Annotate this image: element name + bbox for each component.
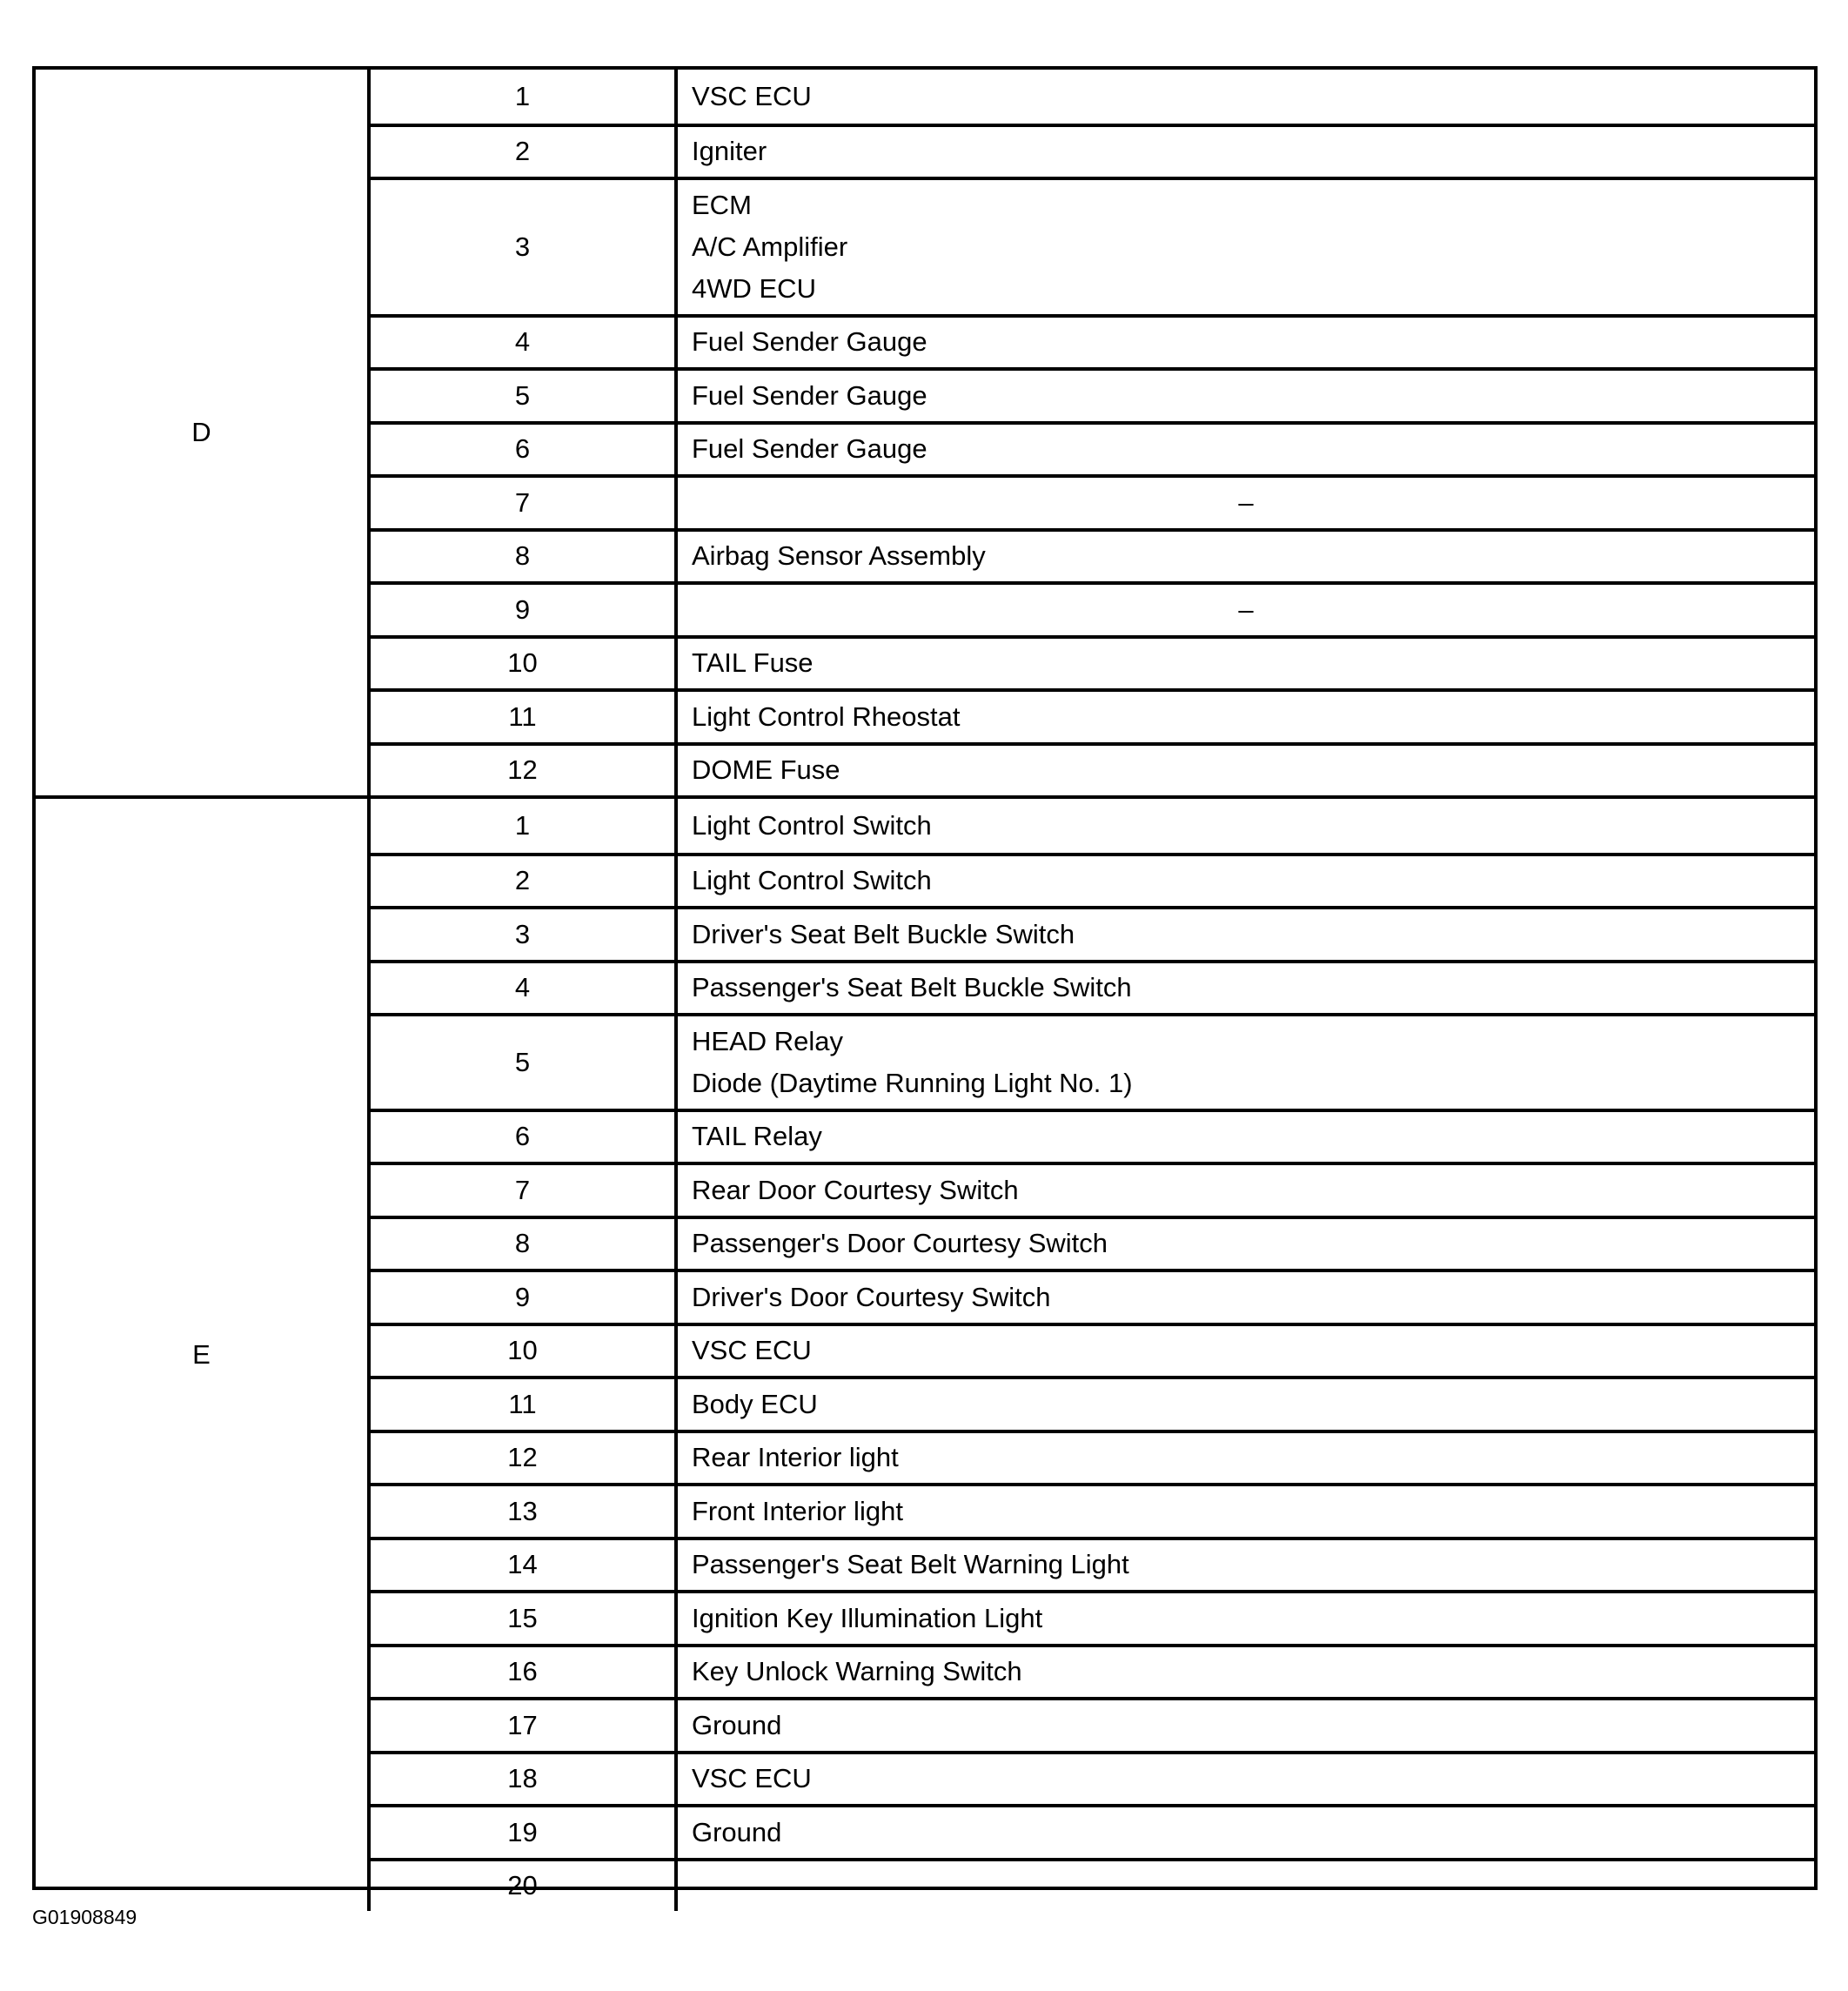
description-line: Light Control Rheostat	[692, 701, 961, 732]
description-line: Fuel Sender Gauge	[692, 326, 927, 358]
table-row	[371, 367, 1814, 421]
table-row	[371, 1590, 1814, 1644]
pin-description	[678, 1433, 1814, 1484]
table-row	[371, 1216, 1814, 1270]
pin-description	[678, 856, 1814, 907]
pin-description	[678, 371, 1814, 421]
table-row	[371, 1804, 1814, 1858]
table-row	[371, 1430, 1814, 1484]
pin-number: 13	[371, 1486, 678, 1537]
pin-number: 19	[371, 1807, 678, 1858]
pin-description	[678, 799, 1814, 853]
description-line: Fuel Sender Gauge	[692, 379, 927, 411]
pin-description	[678, 1326, 1814, 1377]
table-row	[371, 1858, 1814, 1912]
pin-number: 3	[371, 909, 678, 960]
pin-number: 1	[371, 799, 678, 853]
table-row	[371, 1483, 1814, 1537]
pin-number: 16	[371, 1647, 678, 1698]
pin-description	[678, 532, 1814, 582]
table-row	[371, 70, 1814, 124]
description-line: TAIL Fuse	[692, 647, 814, 679]
pin-description	[678, 1861, 1814, 1912]
table-row	[371, 960, 1814, 1014]
table-row	[371, 688, 1814, 742]
table-row	[371, 124, 1814, 178]
pin-description	[678, 180, 1814, 314]
description-line: ECM	[692, 189, 752, 220]
description-line: Driver's Door Courtesy Switch	[692, 1281, 1051, 1312]
table-row	[371, 1162, 1814, 1216]
pin-number: 3	[371, 180, 678, 314]
pin-description	[678, 585, 1814, 635]
pin-number: 8	[371, 1219, 678, 1270]
pin-number: 6	[371, 1112, 678, 1163]
table-row	[371, 1751, 1814, 1805]
description-line: DOME Fuse	[692, 754, 840, 786]
pin-description	[678, 692, 1814, 742]
pin-description	[678, 963, 1814, 1014]
empty-dash: –	[1238, 593, 1254, 625]
pin-number: 9	[371, 1272, 678, 1323]
description-line: VSC ECU	[692, 1335, 812, 1366]
description-line: VSC ECU	[692, 80, 812, 111]
description-line: Key Unlock Warning Switch	[692, 1656, 1022, 1687]
description-line: Ground	[692, 1816, 782, 1847]
description-line: Passenger's Seat Belt Buckle Switch	[692, 972, 1132, 1003]
table-row	[371, 1537, 1814, 1591]
pin-description	[678, 1754, 1814, 1805]
table-row	[371, 1013, 1814, 1109]
description-line: Passenger's Seat Belt Warning Light	[692, 1549, 1129, 1580]
pin-number: 10	[371, 1326, 678, 1377]
description-line: TAIL Relay	[692, 1121, 822, 1152]
pin-number: 2	[371, 127, 678, 178]
table-row	[371, 474, 1814, 528]
table-row	[371, 1109, 1814, 1163]
pin-rows	[371, 799, 1814, 1911]
description-line: 4WD ECU	[692, 272, 816, 304]
pin-description	[678, 1379, 1814, 1430]
table-row	[371, 528, 1814, 582]
description-line: Igniter	[692, 136, 767, 167]
pin-description	[678, 1016, 1814, 1109]
description-line: Airbag Sensor Assembly	[692, 540, 986, 572]
pin-description	[678, 1272, 1814, 1323]
pin-number: 4	[371, 963, 678, 1014]
empty-dash: –	[1238, 486, 1254, 518]
table-row	[371, 421, 1814, 475]
table-row	[371, 853, 1814, 907]
pin-description	[678, 1593, 1814, 1644]
table-row	[371, 1644, 1814, 1698]
pin-description	[678, 1807, 1814, 1858]
pin-number: 7	[371, 478, 678, 528]
group-label: D	[36, 70, 371, 795]
pin-number: 12	[371, 746, 678, 796]
table-row	[371, 906, 1814, 960]
pin-number: 11	[371, 692, 678, 742]
group-label: E	[36, 799, 371, 1911]
pin-description	[678, 1700, 1814, 1751]
description-line: Fuel Sender Gauge	[692, 433, 927, 465]
empty-dash: –	[1238, 1870, 1254, 1901]
table-row	[371, 177, 1814, 314]
table-row	[371, 635, 1814, 689]
table-row	[371, 1376, 1814, 1430]
pin-number: 20	[371, 1861, 678, 1912]
pin-number: 14	[371, 1540, 678, 1591]
table-row	[371, 1697, 1814, 1751]
table-row	[371, 581, 1814, 635]
pin-description	[678, 639, 1814, 689]
pin-description	[678, 70, 1814, 124]
table-row	[371, 799, 1814, 853]
pin-description	[678, 318, 1814, 368]
pin-number: 18	[371, 1754, 678, 1805]
pin-number: 17	[371, 1700, 678, 1751]
description-line: Light Control Switch	[692, 809, 932, 841]
pin-number: 1	[371, 70, 678, 124]
description-line: Passenger's Door Courtesy Switch	[692, 1228, 1108, 1259]
group-e	[36, 795, 1814, 1911]
pin-description	[678, 746, 1814, 796]
pin-description	[678, 425, 1814, 475]
pin-number: 9	[371, 585, 678, 635]
pin-description	[678, 1165, 1814, 1216]
table-row	[371, 1269, 1814, 1323]
connector-pin-table	[32, 66, 1818, 1901]
pin-number: 2	[371, 856, 678, 907]
pin-number: 4	[371, 318, 678, 368]
description-line: Driver's Seat Belt Buckle Switch	[692, 918, 1075, 949]
description-line: HEAD Relay	[692, 1025, 843, 1056]
description-line: Ground	[692, 1709, 782, 1740]
description-line: Diode (Daytime Running Light No. 1)	[692, 1067, 1133, 1098]
description-line: A/C Amplifier	[692, 231, 848, 262]
pin-description	[678, 909, 1814, 960]
pin-number: 15	[371, 1593, 678, 1644]
pin-number: 12	[371, 1433, 678, 1484]
pin-description	[678, 1219, 1814, 1270]
pin-description	[678, 1540, 1814, 1591]
pin-number: 5	[371, 371, 678, 421]
figure-id: G01908849	[32, 1906, 137, 1928]
pin-description	[678, 1647, 1814, 1698]
pin-description	[678, 1112, 1814, 1163]
group-d	[36, 70, 1814, 795]
pin-description	[678, 127, 1814, 178]
pin-description	[678, 1486, 1814, 1537]
pin-number: 6	[371, 425, 678, 475]
description-line: Rear Door Courtesy Switch	[692, 1174, 1019, 1205]
pin-number: 7	[371, 1165, 678, 1216]
table-row	[371, 1323, 1814, 1377]
table-row	[371, 742, 1814, 796]
pin-number: 10	[371, 639, 678, 689]
description-line: Body ECU	[692, 1388, 818, 1419]
description-line: Front Interior light	[692, 1495, 903, 1526]
pin-rows	[371, 70, 1814, 795]
pin-description	[678, 478, 1814, 528]
description-line: Ignition Key Illumination Light	[692, 1602, 1043, 1633]
description-line: Light Control Switch	[692, 865, 932, 896]
description-line: Rear Interior light	[692, 1442, 899, 1473]
pin-number: 11	[371, 1379, 678, 1430]
table-row	[371, 314, 1814, 368]
pin-number: 8	[371, 532, 678, 582]
description-line: VSC ECU	[692, 1763, 812, 1794]
pin-number: 5	[371, 1016, 678, 1109]
